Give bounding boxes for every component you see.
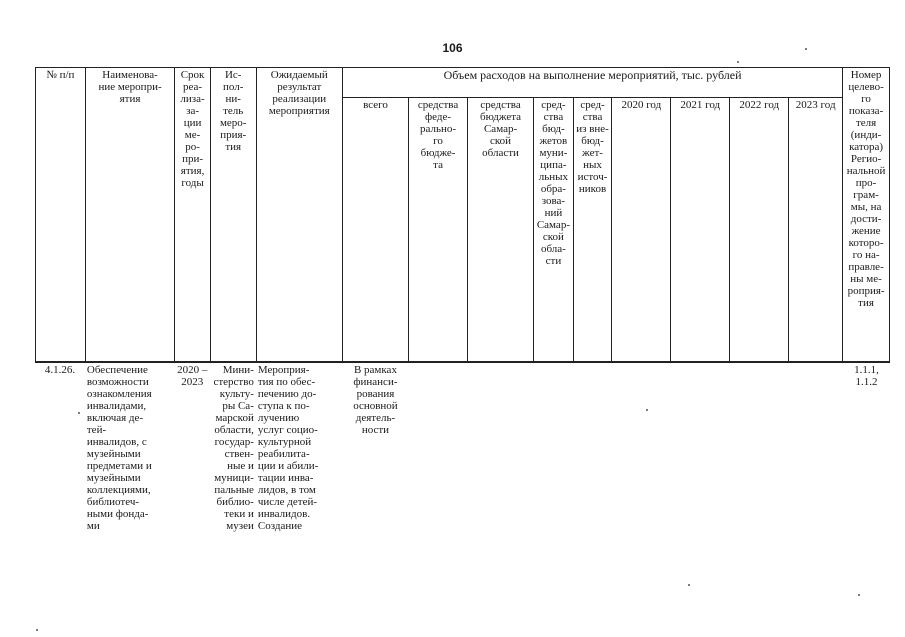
page-number: 106 [442,41,463,55]
header-col-term: Срок реа- лиза- за- ции ме- ро- при- ятия, годы [175,68,211,362]
row-name: Обеспечение возможности ознакомления инвалидами, включая де- тей- инвалидов, с музейными предметами и музейными коллекциями, библиотеч- ными фонда- ми [85,363,175,534]
scan-speck [805,48,807,50]
header-sub-2023: 2023 год [789,98,843,362]
header-col-executor: Ис- пол- ни- тель меро- прия- тия [210,68,256,362]
scan-speck [36,629,38,631]
header-sub-2021: 2021 год [671,98,730,362]
scan-speck [646,409,648,411]
header-sub-2022: 2022 год [730,98,789,362]
data-table [35,362,890,533]
row-indicator: 1.1.1, 1.1.2 [843,363,890,534]
header-col-indicator: Номер целево- го показа- теля (инди- катора) Регио- нальной про- грам- мы, на дости- жение которо- го на- правле- ны ме- роприя- тия [843,68,890,362]
table-row [35,363,890,534]
row-number: 4.1.26. [35,363,85,534]
header-col-num: № п/п [36,68,86,362]
header-expenses-group: Объем расходов на выполнение мероприятий, тыс. рублей [342,68,842,98]
scan-speck [78,412,80,414]
header-col-name: Наименова- ние меропри- ятия [85,68,174,362]
header-col-result: Ожидаемый результат реализации мероприятия [256,68,342,362]
header-sub-municipal: сред- ства бюд- жетов муни- ципа- льных обра- зова- ний Самар- ской обла- сти [534,98,574,362]
scan-speck [688,584,690,586]
header-table [35,67,890,362]
row-financing: В рамках финанси- рования основной деятель- ности [342,363,408,534]
header-sub-regional: средства бюджета Самар- ской области [468,98,534,362]
row-executor: Мини- стерство культу- ры Са- марской области, государ- ствен- ные и муници- пальные библио- теки и музеи [210,363,256,534]
header-sub-2020: 2020 год [612,98,671,362]
header-sub-total: всего [342,98,408,362]
scan-speck [858,594,860,596]
header-sub-federal: средства феде- рально- го бюдже- та [409,98,468,362]
scan-speck [737,61,739,63]
row-result: Мероприя- тия по обес- печению до- ступа к по- лучению услуг социо- культурной реабилита- ции и абили- тации инва- лидов, в том числе детей- инвалидов. Создание [256,363,343,534]
header-sub-extrabudget: сред- ства из вне- бюд- жет- ных источ- ников [573,98,612,362]
row-term: 2020 – 2023 [174,363,210,534]
